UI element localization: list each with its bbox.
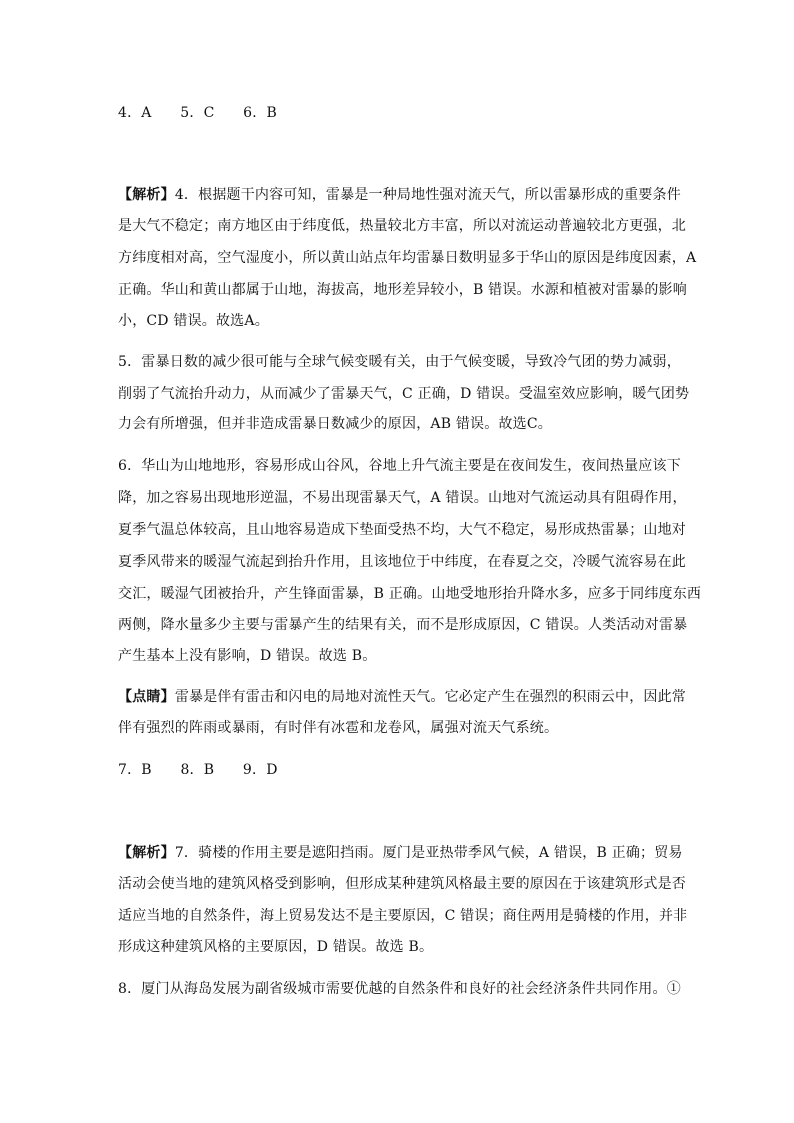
answer-row-2 bbox=[118, 760, 698, 780]
answer-7: 7．B bbox=[118, 762, 152, 778]
answer-8: 8．B bbox=[180, 762, 215, 778]
paragraph-line: 交汇，暖湿气团被抬升，产生锋面雷暴，B 正确。山地受地形抬升降水多，应多于同纬度东西 bbox=[118, 586, 702, 602]
paragraph-line: 伴有强烈的阵雨或暴雨，有时伴有冰雹和龙卷风，属强对流天气系统。 bbox=[118, 720, 559, 736]
paragraph-line: 形成这种建筑风格的主要原因，D 错误。故选 B。 bbox=[118, 939, 434, 955]
paragraph-line: 活动会使当地的建筑风格受到影响，但形成某种建筑风格最主要的原因在于该建筑形式是否 bbox=[118, 876, 686, 892]
paragraph-line: 力会有所增强，但并非造成雷暴日数减少的原因，AB 错误。故选C。 bbox=[118, 416, 552, 432]
paragraph-line: 6．华山为山地地形，容易形成山谷风，谷地上升气流主要是在夜间发生，夜间热量应该下 bbox=[118, 458, 681, 474]
answer-5: 5．C bbox=[180, 105, 215, 121]
paragraph-line: 两侧，降水量多少主要与雷暴产生的结果有关，而不是形成原因，C 错误。人类活动对雷暴 bbox=[118, 617, 688, 633]
paragraph-line: 8．厦门从海岛发展为副省级城市需要优越的自然条件和良好的社会经济条件共同作用。① bbox=[118, 981, 681, 997]
paragraph-line: 5．雷暴日数的减少很可能与全球气候变暖有关，由于气候变暖，导致冷气团的势力减弱， bbox=[118, 354, 681, 370]
paragraph-line: 4．根据题干内容可知，雷暴是一种局地性强对流天气，所以雷暴形成的重要条件 bbox=[174, 187, 681, 203]
paragraph-line: 削弱了气流抬升动力，从而减少了雷暴天气，C 正确，D 错误。受温室效应影响，暖气团势 bbox=[118, 386, 690, 402]
key-point-tag: 【点睛】 bbox=[118, 689, 175, 705]
answer-row-1 bbox=[118, 103, 698, 123]
paragraph-line: 小，CD 错误。故选A。 bbox=[118, 313, 269, 329]
answer-4: 4．A bbox=[118, 105, 152, 121]
paragraph-line: 产生基本上没有影响，D 错误。故选 B。 bbox=[118, 648, 377, 664]
paragraph-line: 适应当地的自然条件，海上贸易发达不是主要原因，C 错误；商住两用是骑楼的作用，并非 bbox=[118, 908, 688, 924]
answer-6: 6．B bbox=[243, 105, 277, 121]
paragraph-line: 方纬度相对高，空气湿度小，所以黄山站点年均雷暴日数明显多于华山的原因是纬度因素，A bbox=[118, 250, 697, 266]
paragraph-line: 夏季风带来的暖湿气流起到抬升作用，且该地位于中纬度，在春夏之交，冷暖气流容易在此 bbox=[118, 554, 686, 570]
analysis-tag: 【解析】 bbox=[118, 845, 175, 861]
paragraph-line: 降，加之容易出现地形逆温，不易出现雷暴天气，A 错误。山地对气流运动具有阻碍作用， bbox=[118, 490, 687, 506]
paragraph-line: 是大气不稳定；南方地区由于纬度低，热量较北方丰富，所以对流运动普遍较北方更强，北 bbox=[118, 218, 686, 234]
paragraph-line: 雷暴是伴有雷击和闪电的局地对流性天气。它必定产生在强烈的积雨云中，因此常 bbox=[174, 689, 687, 705]
paragraph-line: 正确。华山和黄山都属于山地，海拔高，地形差异较小，B 错误。水源和植被对雷暴的影响 bbox=[118, 282, 687, 298]
paragraph-line: 夏季气温总体较高，且山地容易造成下垫面受热不均，大气不稳定，易形成热雷暴；山地对 bbox=[118, 522, 686, 538]
analysis-tag: 【解析】 bbox=[118, 187, 175, 203]
answer-9: 9．D bbox=[242, 762, 278, 778]
paragraph-line: 7．骑楼的作用主要是遮阳挡雨。厦门是亚热带季风气候，A 错误，B 正确；贸易 bbox=[174, 845, 683, 861]
